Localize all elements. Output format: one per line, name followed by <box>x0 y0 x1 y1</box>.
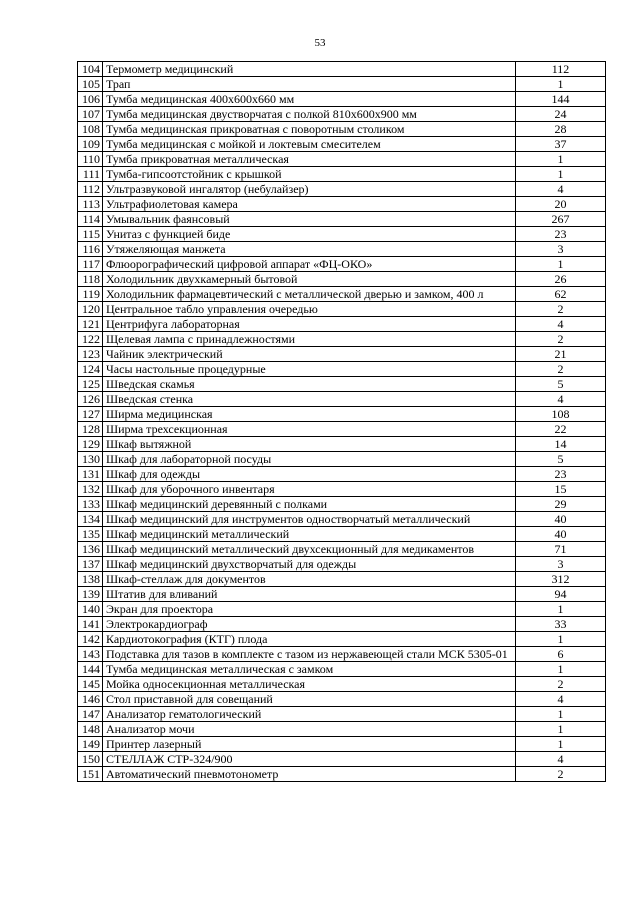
row-number-cell: 123 <box>78 347 103 362</box>
table-row <box>78 212 606 227</box>
item-name-cell: Тумба медицинская с мойкой и локтевым смесителем <box>103 137 516 152</box>
quantity-cell: 4 <box>516 317 606 332</box>
table-row <box>78 752 606 767</box>
quantity-cell: 267 <box>516 212 606 227</box>
quantity-cell: 1 <box>516 722 606 737</box>
table-row <box>78 692 606 707</box>
table-row <box>78 497 606 512</box>
quantity-cell: 5 <box>516 452 606 467</box>
item-name-cell: Подставка для тазов в комплекте с тазом из нержавеющей стали МСК 5305-01 <box>103 647 516 662</box>
item-name-cell: Флюорографический цифровой аппарат «ФЦ-ОКО» <box>103 257 516 272</box>
quantity-cell: 22 <box>516 422 606 437</box>
quantity-cell: 21 <box>516 347 606 362</box>
row-number-cell: 116 <box>78 242 103 257</box>
row-number-cell: 131 <box>78 467 103 482</box>
row-number-cell: 110 <box>78 152 103 167</box>
row-number-cell: 104 <box>78 62 103 77</box>
table-row <box>78 287 606 302</box>
quantity-cell: 4 <box>516 692 606 707</box>
quantity-cell: 1 <box>516 602 606 617</box>
row-number-cell: 148 <box>78 722 103 737</box>
row-number-cell: 135 <box>78 527 103 542</box>
quantity-cell: 5 <box>516 377 606 392</box>
item-name-cell: Анализатор мочи <box>103 722 516 737</box>
item-name-cell: Центральное табло управления очередью <box>103 302 516 317</box>
item-name-cell: Ультразвуковой ингалятор (небулайзер) <box>103 182 516 197</box>
row-number-cell: 130 <box>78 452 103 467</box>
row-number-cell: 147 <box>78 707 103 722</box>
row-number-cell: 144 <box>78 662 103 677</box>
table-row <box>78 542 606 557</box>
item-name-cell: Термометр медицинский <box>103 62 516 77</box>
table-row <box>78 527 606 542</box>
quantity-cell: 3 <box>516 242 606 257</box>
row-number-cell: 129 <box>78 437 103 452</box>
item-name-cell: Умывальник фаянсовый <box>103 212 516 227</box>
item-name-cell: Шкаф для лабораторной посуды <box>103 452 516 467</box>
item-name-cell: Тумба медицинская металлическая с замком <box>103 662 516 677</box>
row-number-cell: 136 <box>78 542 103 557</box>
quantity-cell: 1 <box>516 737 606 752</box>
item-name-cell: Ширма трехсекционная <box>103 422 516 437</box>
quantity-cell: 2 <box>516 767 606 782</box>
row-number-cell: 106 <box>78 92 103 107</box>
quantity-cell: 23 <box>516 467 606 482</box>
item-name-cell: Штатив для вливаний <box>103 587 516 602</box>
row-number-cell: 137 <box>78 557 103 572</box>
table-row <box>78 92 606 107</box>
table-row <box>78 767 606 782</box>
table-row <box>78 62 606 77</box>
row-number-cell: 128 <box>78 422 103 437</box>
row-number-cell: 145 <box>78 677 103 692</box>
item-name-cell: Тумба прикроватная металлическая <box>103 152 516 167</box>
row-number-cell: 118 <box>78 272 103 287</box>
quantity-cell: 4 <box>516 752 606 767</box>
row-number-cell: 115 <box>78 227 103 242</box>
quantity-cell: 29 <box>516 497 606 512</box>
quantity-cell: 15 <box>516 482 606 497</box>
item-name-cell: Центрифуга лабораторная <box>103 317 516 332</box>
item-name-cell: Шкаф медицинский металлический <box>103 527 516 542</box>
quantity-cell: 1 <box>516 152 606 167</box>
quantity-cell: 144 <box>516 92 606 107</box>
table-row <box>78 737 606 752</box>
quantity-cell: 4 <box>516 182 606 197</box>
table-row <box>78 707 606 722</box>
item-name-cell: Стол приставной для совещаний <box>103 692 516 707</box>
row-number-cell: 151 <box>78 767 103 782</box>
table-row <box>78 332 606 347</box>
table-row <box>78 587 606 602</box>
table-row <box>78 572 606 587</box>
quantity-cell: 1 <box>516 77 606 92</box>
table-row <box>78 467 606 482</box>
row-number-cell: 140 <box>78 602 103 617</box>
item-name-cell: Анализатор гематологический <box>103 707 516 722</box>
table-row <box>78 302 606 317</box>
item-name-cell: Шкаф вытяжной <box>103 437 516 452</box>
item-name-cell: Шкаф для одежды <box>103 467 516 482</box>
quantity-cell: 14 <box>516 437 606 452</box>
row-number-cell: 133 <box>78 497 103 512</box>
item-name-cell: Чайник электрический <box>103 347 516 362</box>
table-row <box>78 557 606 572</box>
row-number-cell: 109 <box>78 137 103 152</box>
item-name-cell: Шкаф медицинский для инструментов одностворчатый металлический <box>103 512 516 527</box>
row-number-cell: 127 <box>78 407 103 422</box>
item-name-cell: Мойка односекционная металлическая <box>103 677 516 692</box>
table-row <box>78 452 606 467</box>
row-number-cell: 117 <box>78 257 103 272</box>
item-name-cell: Холодильник фармацевтический с металлической дверью и замком, 400 л <box>103 287 516 302</box>
row-number-cell: 121 <box>78 317 103 332</box>
item-name-cell: СТЕЛЛАЖ СТР-324/900 <box>103 752 516 767</box>
table-row <box>78 347 606 362</box>
item-name-cell: Шкаф медицинский деревянный с полками <box>103 497 516 512</box>
item-name-cell: Трап <box>103 77 516 92</box>
row-number-cell: 141 <box>78 617 103 632</box>
row-number-cell: 134 <box>78 512 103 527</box>
table-row <box>78 197 606 212</box>
table-row <box>78 647 606 662</box>
table-row <box>78 227 606 242</box>
item-name-cell: Автоматический пневмотонометр <box>103 767 516 782</box>
quantity-cell: 4 <box>516 392 606 407</box>
item-name-cell: Тумба медицинская прикроватная с поворотным столиком <box>103 122 516 137</box>
table-row <box>78 512 606 527</box>
quantity-cell: 26 <box>516 272 606 287</box>
table-row <box>78 677 606 692</box>
quantity-cell: 1 <box>516 662 606 677</box>
item-name-cell: Шкаф для уборочного инвентаря <box>103 482 516 497</box>
item-name-cell: Холодильник двухкамерный бытовой <box>103 272 516 287</box>
row-number-cell: 132 <box>78 482 103 497</box>
item-name-cell: Часы настольные процедурные <box>103 362 516 377</box>
quantity-cell: 1 <box>516 707 606 722</box>
table-row <box>78 107 606 122</box>
row-number-cell: 149 <box>78 737 103 752</box>
row-number-cell: 150 <box>78 752 103 767</box>
table-row <box>78 122 606 137</box>
table-row <box>78 482 606 497</box>
table-row <box>78 722 606 737</box>
quantity-cell: 40 <box>516 527 606 542</box>
quantity-cell: 20 <box>516 197 606 212</box>
quantity-cell: 24 <box>516 107 606 122</box>
quantity-cell: 1 <box>516 257 606 272</box>
table-row <box>78 242 606 257</box>
row-number-cell: 143 <box>78 647 103 662</box>
quantity-cell: 112 <box>516 62 606 77</box>
quantity-cell: 62 <box>516 287 606 302</box>
table-row <box>78 407 606 422</box>
row-number-cell: 119 <box>78 287 103 302</box>
quantity-cell: 6 <box>516 647 606 662</box>
item-name-cell: Тумба-гипсоотстойник с крышкой <box>103 167 516 182</box>
row-number-cell: 107 <box>78 107 103 122</box>
row-number-cell: 120 <box>78 302 103 317</box>
table-row <box>78 377 606 392</box>
item-name-cell: Ширма медицинская <box>103 407 516 422</box>
quantity-cell: 23 <box>516 227 606 242</box>
quantity-cell: 312 <box>516 572 606 587</box>
table-row <box>78 362 606 377</box>
row-number-cell: 142 <box>78 632 103 647</box>
item-name-cell: Тумба медицинская двустворчатая с полкой 810х600х900 мм <box>103 107 516 122</box>
page-number: 53 <box>314 37 326 49</box>
row-number-cell: 146 <box>78 692 103 707</box>
quantity-cell: 3 <box>516 557 606 572</box>
row-number-cell: 122 <box>78 332 103 347</box>
quantity-cell: 2 <box>516 332 606 347</box>
quantity-cell: 33 <box>516 617 606 632</box>
item-name-cell: Шкаф медицинский металлический двухсекционный для медикаментов <box>103 542 516 557</box>
row-number-cell: 105 <box>78 77 103 92</box>
item-name-cell: Шкаф-стеллаж для документов <box>103 572 516 587</box>
quantity-cell: 40 <box>516 512 606 527</box>
item-name-cell: Кардиотокография (КТГ) плода <box>103 632 516 647</box>
quantity-cell: 2 <box>516 677 606 692</box>
table-row <box>78 632 606 647</box>
table-row <box>78 617 606 632</box>
item-name-cell: Экран для проектора <box>103 602 516 617</box>
row-number-cell: 139 <box>78 587 103 602</box>
row-number-cell: 138 <box>78 572 103 587</box>
quantity-cell: 71 <box>516 542 606 557</box>
item-name-cell: Ультрафиолетовая камера <box>103 197 516 212</box>
table-body <box>78 62 606 782</box>
item-name-cell: Шведская стенка <box>103 392 516 407</box>
quantity-cell: 1 <box>516 632 606 647</box>
row-number-cell: 108 <box>78 122 103 137</box>
table-row <box>78 257 606 272</box>
item-name-cell: Электрокардиограф <box>103 617 516 632</box>
table-row <box>78 182 606 197</box>
quantity-cell: 28 <box>516 122 606 137</box>
table-row <box>78 272 606 287</box>
row-number-cell: 112 <box>78 182 103 197</box>
item-name-cell: Унитаз с функцией биде <box>103 227 516 242</box>
table-row <box>78 152 606 167</box>
row-number-cell: 113 <box>78 197 103 212</box>
item-name-cell: Тумба медицинская 400х600х660 мм <box>103 92 516 107</box>
table-row <box>78 662 606 677</box>
quantity-cell: 2 <box>516 362 606 377</box>
table-row <box>78 77 606 92</box>
item-name-cell: Шкаф медицинский двухстворчатый для одежды <box>103 557 516 572</box>
quantity-cell: 2 <box>516 302 606 317</box>
item-name-cell: Утяжеляющая манжета <box>103 242 516 257</box>
table-row <box>78 392 606 407</box>
table-row <box>78 137 606 152</box>
quantity-cell: 108 <box>516 407 606 422</box>
row-number-cell: 114 <box>78 212 103 227</box>
table-row <box>78 602 606 617</box>
table-row <box>78 167 606 182</box>
item-name-cell: Щелевая лампа с принадлежностями <box>103 332 516 347</box>
item-name-cell: Шведская скамья <box>103 377 516 392</box>
row-number-cell: 125 <box>78 377 103 392</box>
row-number-cell: 124 <box>78 362 103 377</box>
table-row <box>78 422 606 437</box>
row-number-cell: 111 <box>78 167 103 182</box>
table-row <box>78 317 606 332</box>
equipment-table <box>77 61 606 782</box>
quantity-cell: 37 <box>516 137 606 152</box>
table-row <box>78 437 606 452</box>
row-number-cell: 126 <box>78 392 103 407</box>
item-name-cell: Принтер лазерный <box>103 737 516 752</box>
quantity-cell: 94 <box>516 587 606 602</box>
quantity-cell: 1 <box>516 167 606 182</box>
